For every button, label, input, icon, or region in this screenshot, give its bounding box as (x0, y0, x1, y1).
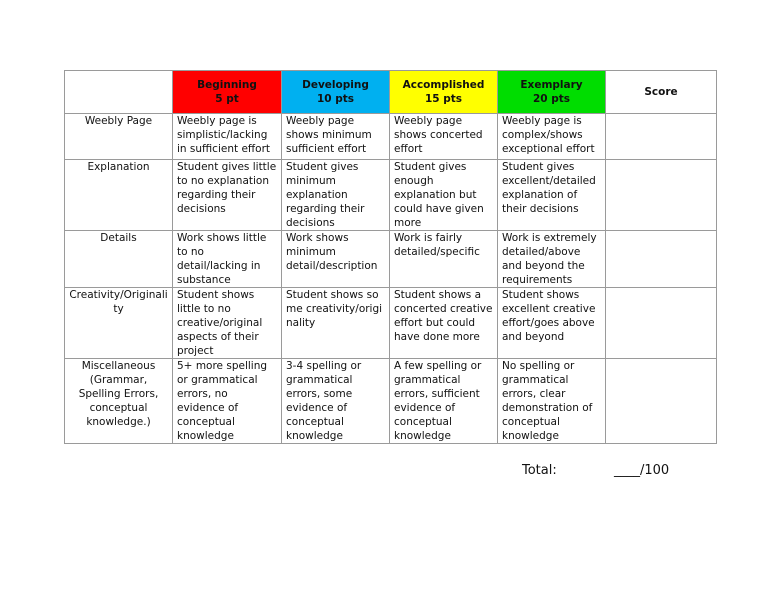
header-accomplished-title: Accomplished (402, 79, 485, 91)
header-exemplary (498, 71, 606, 114)
cell-beginning: Work shows little to no detail/lacking in substance (173, 231, 282, 288)
cell-beginning: Weebly page is simplistic/lacking in sufficient effort (173, 114, 282, 160)
header-developing-points: 10 pts (316, 93, 355, 105)
table-row (65, 359, 717, 444)
cell-accomplished: Student gives enough explanation but could have given more (390, 160, 498, 231)
cell-developing: Student gives minimum explanation regarding their decisions (282, 160, 390, 231)
score-cell[interactable] (606, 231, 717, 288)
header-beginning-title: Beginning (197, 79, 257, 91)
header-accomplished (390, 71, 498, 114)
header-accomplished-points: 15 pts (424, 93, 463, 105)
row-label-explanation: Explanation (65, 160, 173, 231)
rubric-table (64, 70, 717, 444)
cell-exemplary: No spelling or grammatical errors, clear demonstration of conceptual knowledge (498, 359, 606, 444)
cell-developing: Student shows some creativity/originality (282, 288, 390, 359)
cell-exemplary: Student shows excellent creative effort/goes above and beyond (498, 288, 606, 359)
cell-beginning: Student gives little to no explanation regarding their decisions (173, 160, 282, 231)
cell-exemplary: Work is extremely detailed/above and beyond the requirements (498, 231, 606, 288)
score-cell[interactable] (606, 288, 717, 359)
cell-accomplished: Weebly page shows concerted effort (390, 114, 498, 160)
header-beginning (173, 71, 282, 114)
score-cell[interactable] (606, 359, 717, 444)
total-label: Total: (522, 463, 557, 478)
header-score: Score (606, 71, 717, 114)
cell-developing: Work shows minimum detail/description (282, 231, 390, 288)
table-row (65, 288, 717, 359)
row-label-details: Details (65, 231, 173, 288)
cell-exemplary: Student gives excellent/detailed explanation of their decisions (498, 160, 606, 231)
cell-accomplished: A few spelling or grammatical errors, sufficient evidence of conceptual knowledge (390, 359, 498, 444)
cell-beginning: 5+ more spelling or grammatical errors, no evidence of conceptual knowledge (173, 359, 282, 444)
row-label-weebly-page: Weebly Page (65, 114, 173, 160)
score-cell[interactable] (606, 160, 717, 231)
cell-exemplary: Weebly page is complex/shows exceptional effort (498, 114, 606, 160)
cell-developing: 3-4 spelling or grammatical errors, some evidence of conceptual knowledge (282, 359, 390, 444)
header-row (65, 71, 717, 114)
header-developing (282, 71, 390, 114)
cell-developing: Weebly page shows minimum sufficient effort (282, 114, 390, 160)
row-label-miscellaneous: Miscellaneous (Grammar, Spelling Errors, conceptual knowledge.) (65, 359, 173, 444)
header-developing-title: Developing (302, 79, 369, 91)
score-cell[interactable] (606, 114, 717, 160)
table-row (65, 114, 717, 160)
cell-beginning: Student shows little to no creative/original aspects of their project (173, 288, 282, 359)
total-value-field[interactable]: ____/100 (614, 463, 670, 478)
cell-accomplished: Student shows a concerted creative effort but could have done more (390, 288, 498, 359)
header-exemplary-points: 20 pts (532, 93, 571, 105)
table-row (65, 160, 717, 231)
cell-accomplished: Work is fairly detailed/specific (390, 231, 498, 288)
header-blank (65, 71, 173, 114)
table-row (65, 231, 717, 288)
header-beginning-points: 5 pt (215, 93, 239, 105)
header-exemplary-title: Exemplary (520, 79, 583, 91)
row-label-creativity: Creativity/Originality (65, 288, 173, 359)
